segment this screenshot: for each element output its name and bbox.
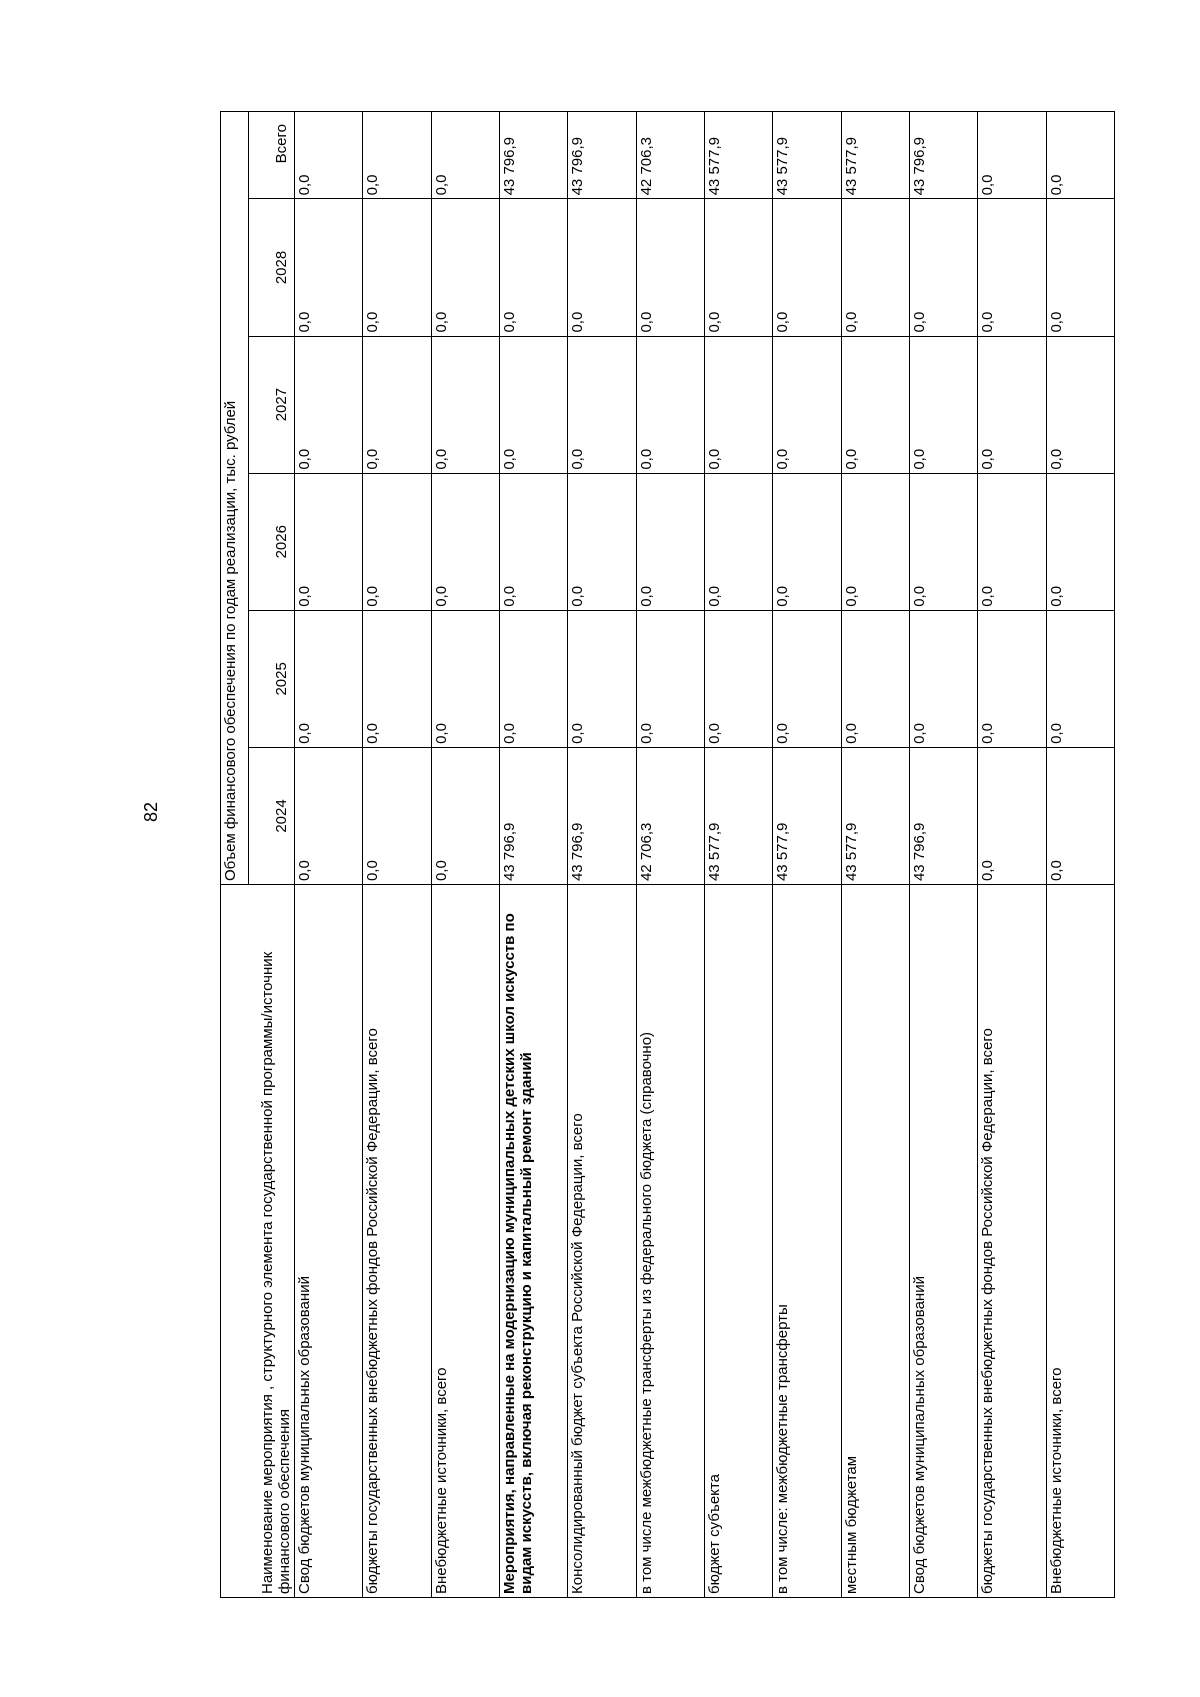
row-value: 0,0	[773, 199, 841, 336]
row-value: 0,0	[363, 199, 431, 336]
row-value: 42 706,3	[636, 747, 704, 884]
row-value: 0,0	[363, 610, 431, 747]
row-value: 42 706,3	[636, 112, 704, 199]
row-value: 0,0	[295, 473, 363, 610]
row-value: 0,0	[499, 610, 567, 747]
row-value: 0,0	[1046, 112, 1114, 199]
row-value: 0,0	[568, 336, 636, 473]
row-value: 43 577,9	[773, 112, 841, 199]
row-name: бюджеты государственных внебюджетных фондов Российской Федерации, всего	[978, 885, 1046, 1598]
row-value: 43 577,9	[704, 112, 772, 199]
row-value: 0,0	[773, 336, 841, 473]
row-value: 0,0	[636, 473, 704, 610]
row-value: 0,0	[978, 747, 1046, 884]
financing-table-container	[220, 111, 1115, 1598]
row-value: 0,0	[363, 336, 431, 473]
row-value: 0,0	[499, 473, 567, 610]
row-value: 0,0	[978, 610, 1046, 747]
row-value: 0,0	[431, 112, 499, 199]
row-value: 43 577,9	[841, 747, 909, 884]
row-value: 0,0	[1046, 199, 1114, 336]
table-row	[431, 112, 499, 1598]
row-value: 0,0	[636, 336, 704, 473]
table-row	[1046, 112, 1114, 1598]
row-value: 0,0	[499, 336, 567, 473]
row-value: 0,0	[704, 336, 772, 473]
row-value: 0,0	[568, 473, 636, 610]
page-number: 82	[141, 801, 161, 823]
row-name: Мероприятия, направленные на модернизацию муниципальных детских школ искусств по видам искусств, включая реконструкцию и капитальный ремонт зданий	[499, 885, 567, 1598]
row-value: 0,0	[1046, 747, 1114, 884]
row-value: 0,0	[909, 473, 977, 610]
row-value: 0,0	[295, 747, 363, 884]
table-row	[978, 112, 1046, 1598]
row-value: 0,0	[978, 336, 1046, 473]
row-value: 43 796,9	[568, 112, 636, 199]
row-value: 43 796,9	[909, 112, 977, 199]
row-value: 0,0	[295, 112, 363, 199]
row-name: Консолидированный бюджет субъекта Российской Федерации, всего	[568, 885, 636, 1598]
row-value: 0,0	[431, 610, 499, 747]
row-value: 43 796,9	[499, 112, 567, 199]
row-value: 0,0	[568, 199, 636, 336]
table-row	[636, 112, 704, 1598]
table-row	[568, 112, 636, 1598]
row-name: Свод бюджетов муниципальных образований	[909, 885, 977, 1598]
row-value: 0,0	[704, 610, 772, 747]
table-row	[704, 112, 772, 1598]
row-value: 0,0	[499, 199, 567, 336]
table-body	[295, 112, 1115, 1598]
row-value: 0,0	[363, 112, 431, 199]
financing-table	[220, 111, 1115, 1598]
row-value: 0,0	[841, 473, 909, 610]
row-value: 0,0	[636, 199, 704, 336]
row-value: 0,0	[1046, 473, 1114, 610]
header-year-2025: 2025	[249, 610, 295, 747]
table-row	[841, 112, 909, 1598]
row-name: Внебюджетные источники, всего	[431, 885, 499, 1598]
row-name: в том числе межбюджетные трансферты из федерального бюджета (справочно)	[636, 885, 704, 1598]
row-value: 0,0	[431, 747, 499, 884]
row-value: 0,0	[636, 610, 704, 747]
header-year-2026: 2026	[249, 473, 295, 610]
table-row	[909, 112, 977, 1598]
header-year-2027: 2027	[249, 336, 295, 473]
row-value: 0,0	[431, 336, 499, 473]
row-value: 0,0	[978, 112, 1046, 199]
row-value: 0,0	[909, 336, 977, 473]
row-value: 0,0	[909, 610, 977, 747]
row-name: местным бюджетам	[841, 885, 909, 1598]
header-total: Всего	[249, 112, 295, 199]
header-group: Объем финансового обеспечения по годам реализации, тыс. рублей	[221, 112, 249, 885]
row-value: 0,0	[295, 610, 363, 747]
row-value: 0,0	[295, 199, 363, 336]
row-value: 0,0	[841, 199, 909, 336]
row-value: 0,0	[704, 199, 772, 336]
row-value: 0,0	[431, 473, 499, 610]
row-value: 0,0	[431, 199, 499, 336]
table-row	[773, 112, 841, 1598]
row-value: 0,0	[773, 610, 841, 747]
row-value: 0,0	[1046, 610, 1114, 747]
table-row	[499, 112, 567, 1598]
row-value: 43 577,9	[841, 112, 909, 199]
row-value: 0,0	[978, 473, 1046, 610]
row-value: 43 577,9	[773, 747, 841, 884]
row-value: 0,0	[704, 473, 772, 610]
row-value: 0,0	[773, 473, 841, 610]
table-row	[295, 112, 363, 1598]
row-value: 43 796,9	[909, 747, 977, 884]
header-year-2028: 2028	[249, 199, 295, 336]
row-value: 0,0	[363, 747, 431, 884]
row-value: 43 796,9	[499, 747, 567, 884]
row-value: 0,0	[568, 610, 636, 747]
row-value: 0,0	[295, 336, 363, 473]
row-name: Внебюджетные источники, всего	[1046, 885, 1114, 1598]
row-name: Свод бюджетов муниципальных образований	[295, 885, 363, 1598]
table-row	[363, 112, 431, 1598]
row-value: 0,0	[841, 610, 909, 747]
row-value: 0,0	[978, 199, 1046, 336]
header-name: Наименование мероприятия , структурного элемента государственной программы/источник финансового обеспечения	[221, 885, 295, 1598]
header-year-2024: 2024	[249, 747, 295, 884]
row-name: в том числе: межбюджетные трансферты	[773, 885, 841, 1598]
row-value: 43 577,9	[704, 747, 772, 884]
row-value: 43 796,9	[568, 747, 636, 884]
row-name: бюджеты государственных внебюджетных фондов Российской Федерации, всего	[363, 885, 431, 1598]
row-value: 0,0	[1046, 336, 1114, 473]
row-name: бюджет субъекта	[704, 885, 772, 1598]
row-value: 0,0	[363, 473, 431, 610]
row-value: 0,0	[909, 199, 977, 336]
row-value: 0,0	[841, 336, 909, 473]
